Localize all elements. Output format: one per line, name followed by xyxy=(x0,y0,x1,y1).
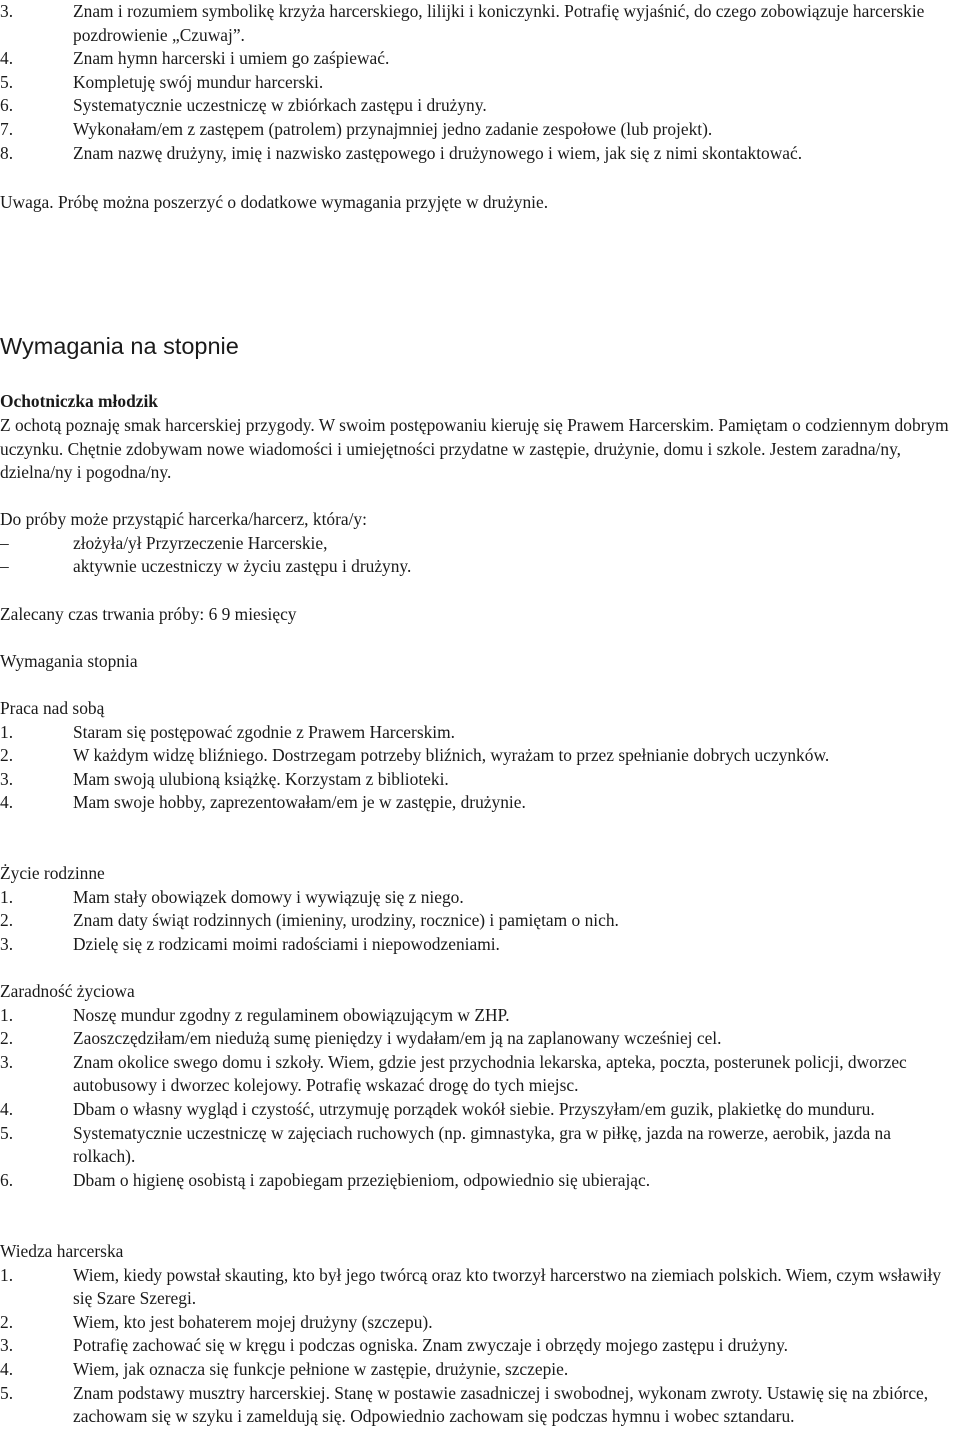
item-number: 3. xyxy=(0,1051,14,1072)
item-number: 6. xyxy=(0,1169,14,1190)
rank-description: Z ochotą poznaję smak harcerskiej przygody. W swoim postępowaniu kieruję się Prawem Harcerskim. Pamiętam o codziennym dobrym uczynku. Chętnie zdobywam nowe wiadomości i umiejętności przydatne w zastępie, drużynie, domu i szkole. Jestem zaradna/ny, dzielna/ny i pogodna/ny. xyxy=(0,415,949,483)
item-text: W każdym widzę bliźniego. Dostrzegam potrzeby bliźnich, wyrażam to przez spełnianie dobrych uczynków. xyxy=(73,745,830,766)
group-zycie-rodzinne xyxy=(0,862,960,956)
list-item xyxy=(0,721,960,745)
top-requirements-list xyxy=(0,0,960,165)
item-number: 3. xyxy=(0,1335,14,1356)
item-text: Systematycznie uczestniczę w zajęciach ruchowych (np. gimnastyka, gra w piłkę, jazda na rowerze, aerobik, jazda na rolkach). xyxy=(73,1122,891,1167)
list-item xyxy=(0,1358,960,1382)
item-number: 2. xyxy=(0,1311,14,1332)
dash-bullet: – xyxy=(0,556,9,577)
list-item xyxy=(0,1004,960,1028)
list-item xyxy=(0,94,960,118)
item-number: 2. xyxy=(0,910,14,931)
item-number: 6. xyxy=(0,95,14,116)
group-wiedza-harcerska xyxy=(0,1240,960,1429)
item-text: złożyła/ył Przyrzeczenie Harcerskie, xyxy=(73,532,328,553)
item-number: 5. xyxy=(0,71,14,92)
item-number: 1. xyxy=(0,1264,14,1285)
list-item xyxy=(0,933,960,957)
list-item xyxy=(0,1382,960,1429)
item-number: 5. xyxy=(0,1122,14,1143)
item-text: aktywnie uczestniczy w życiu zastępu i drużyny. xyxy=(73,556,412,577)
item-number: 4. xyxy=(0,792,14,813)
list-item xyxy=(0,71,960,95)
group-title: Zaradność życiowa xyxy=(0,981,135,1001)
group-zaradnosc-zyciowa xyxy=(0,980,960,1192)
item-text: Wykonałam/em z zastępem (patrolem) przynajmniej jedno zadanie zespołowe (lub projekt). xyxy=(73,118,713,139)
item-text: Znam daty świąt rodzinnych (imieniny, urodziny, rocznice) i pamiętam o nich. xyxy=(73,910,619,931)
eligibility-intro: Do próby może przystąpić harcerka/harcerz, która/y: xyxy=(0,509,367,529)
item-number: 7. xyxy=(0,118,14,139)
list-item xyxy=(0,768,960,792)
item-number: 4. xyxy=(0,1358,14,1379)
list-item xyxy=(0,791,960,815)
item-text: Mam swoje hobby, zaprezentowałam/em je w zastępie, drużynie. xyxy=(73,792,526,813)
list-item xyxy=(0,47,960,71)
item-text: Staram się postępować zgodnie z Prawem Harcerskim. xyxy=(73,721,455,742)
item-text: Wiem, jak oznacza się funkcje pełnione w zastępie, drużynie, szczepie. xyxy=(73,1358,569,1379)
item-text: Wiem, kiedy powstał skauting, kto był jego twórcą oraz kto tworzył harcerstwo na ziemiach polskich. Wiem, czym wsławiły się Szare Szeregi. xyxy=(73,1264,942,1309)
note-paragraph: Uwaga. Próbę można poszerzyć o dodatkowe wymagania przyjęte w drużynie. xyxy=(0,192,549,212)
list-item xyxy=(0,1051,960,1098)
item-text: Dbam o higienę osobistą i zapobiegam przeziębieniom, odpowiednio się ubierając. xyxy=(73,1169,651,1190)
list-item xyxy=(0,0,960,47)
item-text: Znam podstawy musztry harcerskiej. Stanę w postawie zasadniczej i swobodnej, wykonam zwroty. Ustawię się na zbiórce, zachowam się w szyku i zameldują się. Odpowiednio zachowam się podczas hymnu i wobec sztandaru. xyxy=(73,1382,929,1427)
item-text: Mam swoją ulubioną książkę. Korzystam z biblioteki. xyxy=(73,768,449,789)
item-number: 3. xyxy=(0,1,14,21)
list-item xyxy=(0,1264,960,1311)
item-number: 4. xyxy=(0,48,14,69)
item-number: 2. xyxy=(0,745,14,766)
item-number: 8. xyxy=(0,142,14,163)
group-title: Życie rodzinne xyxy=(0,863,105,883)
requirements-heading: Wymagania stopnia xyxy=(0,651,138,671)
item-number: 5. xyxy=(0,1382,14,1403)
list-item xyxy=(0,142,960,166)
group-title: Wiedza harcerska xyxy=(0,1241,124,1261)
list-item xyxy=(0,532,960,556)
item-text: Zaoszczędziłam/em niedużą sumę pieniędzy i wydałam/em ją na zaplanowany wcześniej cel. xyxy=(73,1028,722,1049)
item-text: Znam i rozumiem symbolikę krzyża harcerskiego, lilijki i koniczynki. Potrafię wyjaśnić, do czego zobowiązuje harcerskie pozdrowienie „Czuwaj”. xyxy=(73,1,925,45)
section-title: Wymagania na stopnie xyxy=(0,333,239,359)
list-item xyxy=(0,1098,960,1122)
list-item xyxy=(0,886,960,910)
list-item xyxy=(0,1027,960,1051)
item-number: 3. xyxy=(0,933,14,954)
item-text: Znam hymn harcerski i umiem go zaśpiewać. xyxy=(73,48,390,69)
item-text: Dbam o własny wygląd i czystość, utrzymuję porządek wokół siebie. Przyszyłam/em guzik, plakietkę do munduru. xyxy=(73,1098,875,1119)
list-item xyxy=(0,555,960,579)
list-item xyxy=(0,1334,960,1358)
list-item xyxy=(0,744,960,768)
item-text: Potrafię zachować się w kręgu i podczas ogniska. Znam zwyczaje i obrzędy mojego zastępu i drużyny. xyxy=(73,1335,789,1356)
item-text: Kompletuję swój mundur harcerski. xyxy=(73,71,324,92)
group-praca-nad-soba xyxy=(0,697,960,815)
list-item xyxy=(0,1311,960,1335)
item-text: Noszę mundur zgodny z regulaminem obowiązującym w ZHP. xyxy=(73,1004,510,1025)
item-number: 2. xyxy=(0,1028,14,1049)
list-item xyxy=(0,118,960,142)
list-item xyxy=(0,1122,960,1169)
group-title: Praca nad sobą xyxy=(0,698,105,718)
dash-bullet: – xyxy=(0,532,9,553)
rank-title: Ochotniczka młodzik xyxy=(0,391,158,411)
duration-line: Zalecany czas trwania próby: 6 9 miesięcy xyxy=(0,604,297,624)
item-text: Systematycznie uczestniczę w zbiórkach zastępu i drużyny. xyxy=(73,95,487,116)
item-number: 1. xyxy=(0,1004,14,1025)
item-text: Mam stały obowiązek domowy i wywiązuję się z niego. xyxy=(73,886,464,907)
item-number: 1. xyxy=(0,886,14,907)
item-text: Znam okolice swego domu i szkoły. Wiem, gdzie jest przychodnia lekarska, apteka, poczta, posterunek policji, dworzec autobusowy i dworzec kolejowy. Potrafię wskazać drogę do tych miejsc. xyxy=(73,1051,907,1096)
list-item xyxy=(0,1169,960,1193)
item-text: Znam nazwę drużyny, imię i nazwisko zastępowego i drużynowego i wiem, jak się z nimi skontaktować. xyxy=(73,142,803,163)
list-item xyxy=(0,909,960,933)
item-number: 1. xyxy=(0,721,14,742)
item-number: 3. xyxy=(0,768,14,789)
eligibility-block xyxy=(0,508,960,579)
item-text: Wiem, kto jest bohaterem mojej drużyny (szczepu). xyxy=(73,1311,433,1332)
item-text: Dzielę się z rodzicami moimi radościami i niepowodzeniami. xyxy=(73,933,500,954)
item-number: 4. xyxy=(0,1098,14,1119)
